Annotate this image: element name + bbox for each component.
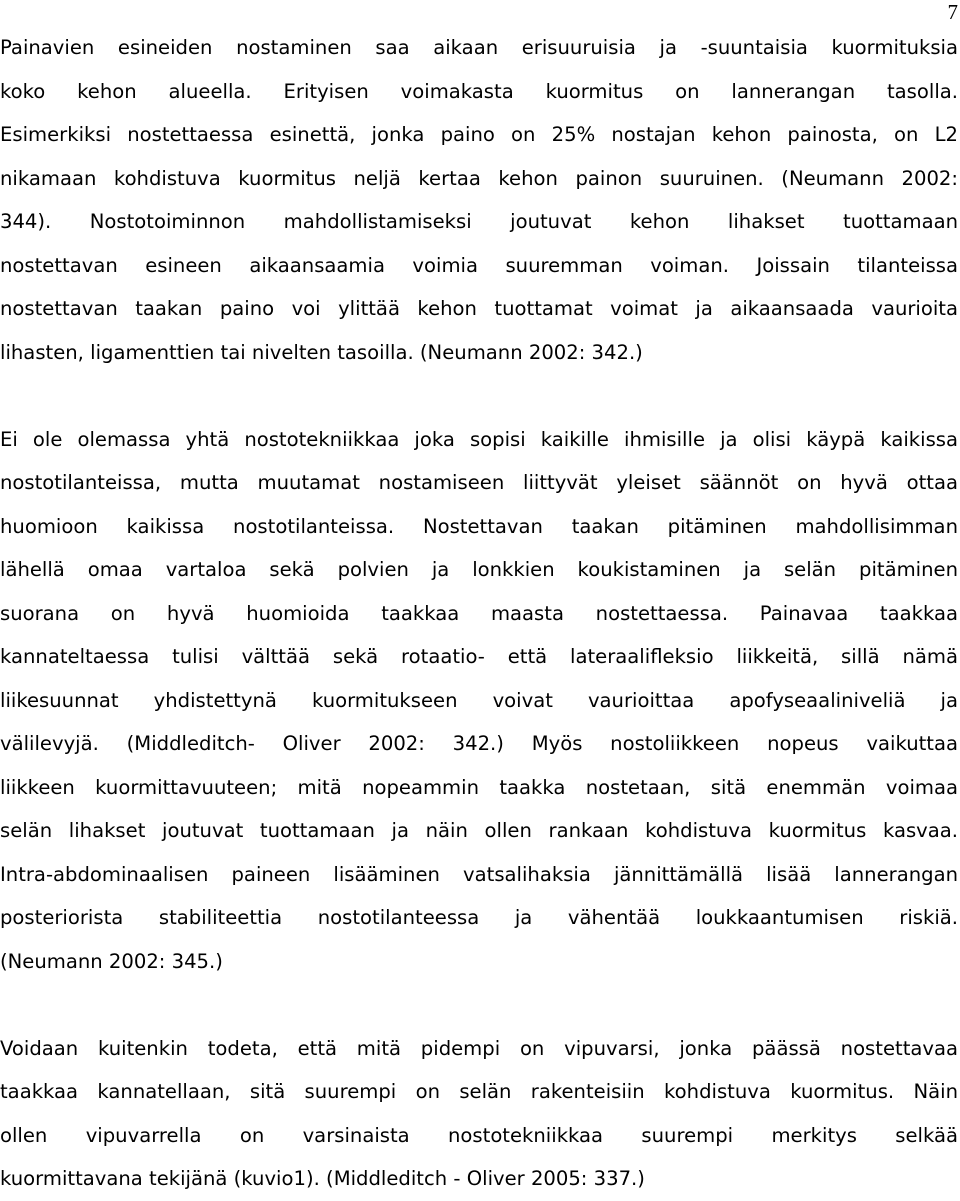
text-line: nostotilanteissa, mutta muutamat nostamiseen liittyvät yleiset säännöt on hyvä ottaa bbox=[0, 471, 958, 494]
paragraph-3 bbox=[0, 1027, 958, 1201]
text-line: lihasten, ligamenttien tai nivelten tasoilla. (Neumann 2002: 342.) bbox=[0, 340, 643, 364]
text-line: nostettavan esineen aikaansaamia voimia suuremman voiman. Joissain tilanteissa bbox=[0, 253, 958, 277]
text-line: (Neumann 2002: 345.) bbox=[0, 949, 223, 973]
text-line: suorana on hyvä huomioida taakkaa maasta nostettaessa. Painavaa taakkaa bbox=[0, 601, 958, 625]
text-line: posteriorista stabiliteettia nostotilanteessa ja vähentää loukkaantumisen riskiä. bbox=[0, 906, 958, 929]
text-line: kuormittavana tekijänä (kuvio1). (Middleditch - Oliver 2005: 337.) bbox=[0, 1167, 645, 1190]
paragraph-gap bbox=[0, 983, 958, 1027]
text-line: lähellä omaa vartaloa sekä polvien ja lonkkien koukistaminen ja selän pitäminen bbox=[0, 558, 958, 581]
page-number: 7 bbox=[947, 0, 958, 24]
text-line: kannateltaessa tulisi välttää sekä rotaatio- että lateraalifleksio liikkeitä, sillä nämä bbox=[0, 645, 958, 668]
paragraph-1 bbox=[0, 26, 958, 374]
text-line: nostettavan taakan paino voi ylittää kehon tuottamat voimat ja aikaansaada vaurioita bbox=[0, 297, 958, 320]
text-line: nikamaan kohdistuva kuormitus neljä kertaa kehon painon suuruinen. (Neumann 2002: bbox=[0, 166, 958, 190]
text-line: Voidaan kuitenkin todeta, että mitä pidempi on vipuvarsi, jonka päässä nostettavaa bbox=[0, 1036, 958, 1060]
paragraph-2 bbox=[0, 418, 958, 984]
text-line: liikesuunnat yhdistettynä kuormitukseen voivat vaurioittaa apofyseaaliniveliä ja bbox=[0, 688, 958, 712]
text-line: Intra-abdominaalisen paineen lisääminen vatsalihaksia jännittämällä lisää lannerangan bbox=[0, 862, 958, 886]
body-text bbox=[0, 26, 958, 1201]
text-line: Painavien esineiden nostaminen saa aikaan erisuuruisia ja -suuntaisia kuormituksia bbox=[0, 36, 958, 59]
text-line: välilevyjä. (Middleditch- Oliver 2002: 342.) Myös nostoliikkeen nopeus vaikuttaa bbox=[0, 732, 958, 755]
text-line: huomioon kaikissa nostotilanteissa. Nostettavan taakan pitäminen mahdollisimman bbox=[0, 514, 958, 538]
text-line: Esimerkiksi nostettaessa esinettä, jonka paino on 25% nostajan kehon painosta, on L2 bbox=[0, 123, 958, 146]
text-line: koko kehon alueella. Erityisen voimakasta kuormitus on lannerangan tasolla. bbox=[0, 79, 958, 103]
text-line: selän lihakset joutuvat tuottamaan ja näin ollen rankaan kohdistuva kuormitus kasvaa. bbox=[0, 819, 958, 842]
paragraph-gap bbox=[0, 374, 958, 418]
text-line: taakkaa kannatellaan, sitä suurempi on selän rakenteisiin kohdistuva kuormitus. Näin bbox=[0, 1080, 958, 1103]
text-line: ollen vipuvarrella on varsinaista nostotekniikkaa suurempi merkitys selkää bbox=[0, 1123, 958, 1147]
text-line: liikkeen kuormittavuuteen; mitä nopeammin taakka nostetaan, sitä enemmän voimaa bbox=[0, 775, 958, 799]
text-line: 344). Nostotoiminnon mahdollistamiseksi joutuvat kehon lihakset tuottamaan bbox=[0, 210, 958, 233]
text-line: Ei ole olemassa yhtä nostotekniikkaa joka sopisi kaikille ihmisille ja olisi käypä kaikissa bbox=[0, 427, 958, 451]
